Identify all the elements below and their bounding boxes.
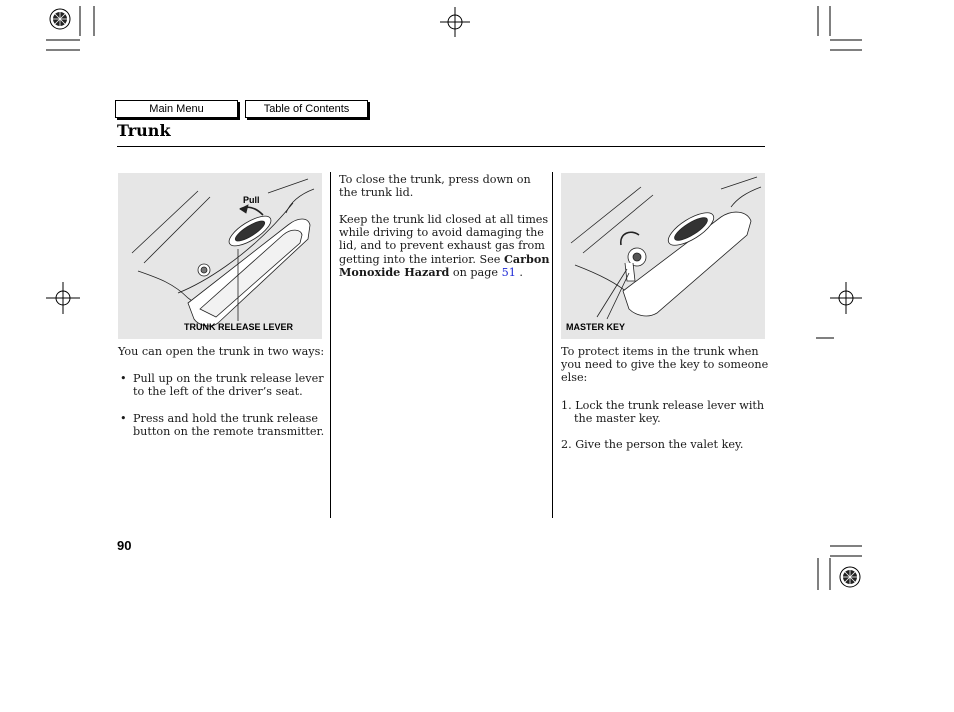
page-51-link[interactable]: 51 [501, 265, 516, 279]
text-line: Keep the trunk lid closed at all times [339, 213, 549, 226]
text-line: To protect items in the trunk when [561, 345, 759, 358]
carbon-monoxide-ref: Carbon [503, 251, 550, 266]
text-line: you need to give the key to someone [561, 358, 769, 372]
figure-label-trunk-release-lever: TRUNK RELEASE LEVER [184, 322, 294, 332]
figure-label-pull: Pull [243, 195, 260, 205]
column-divider [552, 172, 553, 518]
main-menu-button[interactable]: Main Menu [115, 100, 238, 118]
step-line: 2. Give the person the valet key. [561, 438, 744, 451]
page-title: Trunk [117, 121, 171, 140]
page-number: 90 [117, 538, 132, 553]
close-trunk-paragraph [339, 173, 531, 199]
text-line: To close the trunk, press down on [339, 173, 531, 186]
text-line: getting into the interior. See Carbon [339, 251, 550, 266]
bullet-line: Press and hold the trunk release [133, 412, 319, 425]
bullet-line: button on the remote transmitter. [133, 425, 325, 438]
master-key-drawing [561, 173, 765, 339]
registration-target-icon [840, 567, 860, 587]
table-of-contents-button[interactable]: Table of Contents [245, 100, 368, 118]
master-key-illustration [561, 173, 765, 339]
text-line: Monoxide Hazard on page 51 . [339, 264, 523, 279]
step-item [561, 399, 771, 425]
figure-label-master-key: MASTER KEY [566, 322, 626, 332]
list-item: • Pull up on the trunk release lever to the left of the driver’s seat. [120, 372, 324, 398]
text-line: the trunk lid. [339, 186, 414, 200]
bullet-line: Pull up on the trunk release lever [133, 372, 324, 385]
text-line: while driving to avoid damaging the [339, 226, 544, 240]
list-item: • Press and hold the trunk release button on the remote transmitter. [120, 412, 325, 438]
title-divider [117, 146, 765, 147]
keep-closed-paragraph [339, 213, 551, 279]
left-intro-text: You can open the trunk in two ways: [118, 345, 325, 358]
trunk-release-lever-illustration [118, 173, 322, 339]
step-line: the master key. [574, 412, 661, 426]
step-line: 1. Lock the trunk release lever with [561, 399, 765, 412]
text-line: else: [561, 371, 588, 385]
step-item [561, 438, 771, 451]
protect-items-paragraph [561, 345, 771, 385]
text-line: lid, and to prevent exhaust gas from [339, 239, 545, 253]
lever-drawing [118, 173, 322, 339]
registration-target-icon [50, 9, 70, 29]
column-divider [330, 172, 331, 518]
bullet-line: to the left of the driver’s seat. [133, 385, 303, 398]
